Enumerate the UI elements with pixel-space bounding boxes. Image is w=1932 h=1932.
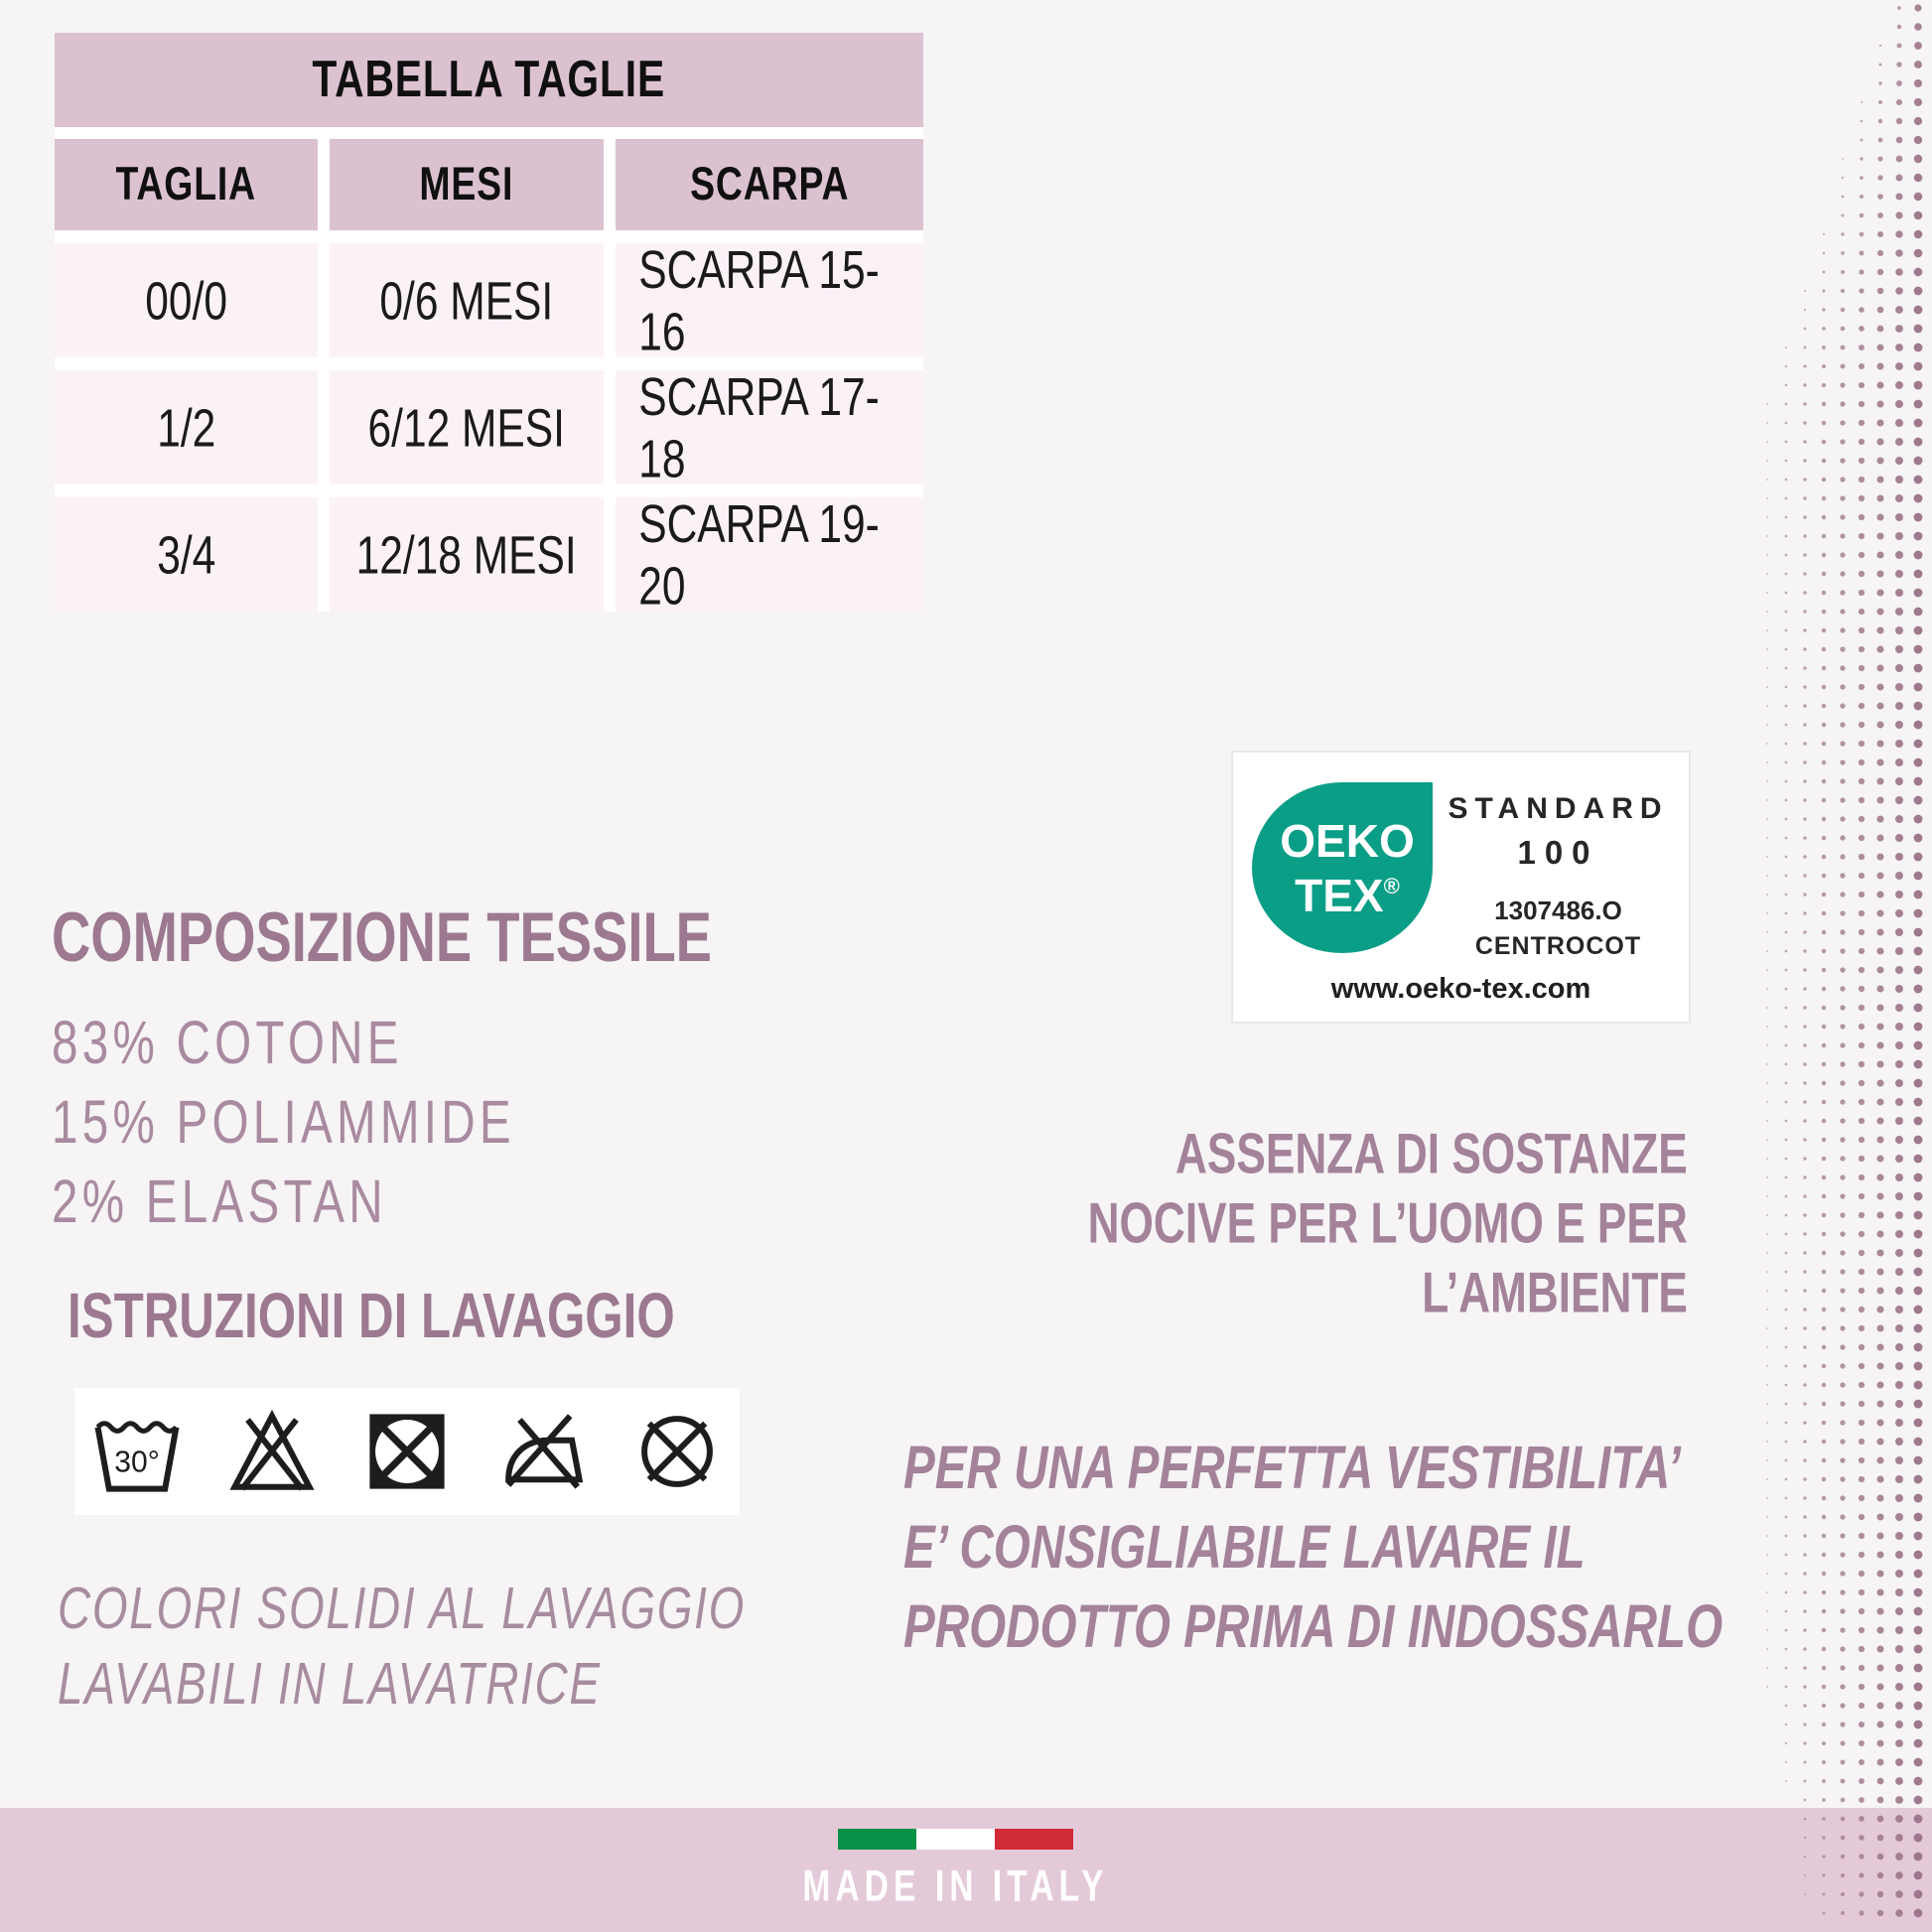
oeko-logo-line1: OEKO (1280, 814, 1415, 867)
do-not-bleach-icon (225, 1405, 319, 1498)
table-cell: 0/6 MESI (330, 243, 604, 357)
oeko-tex-drop-icon (1252, 782, 1433, 953)
do-not-tumble-dry-icon (360, 1405, 454, 1498)
standard-label: STANDARD (1448, 792, 1669, 825)
fit-advice: PER UNA PERFETTA VESTIBILITA’ E’ CONSIGLIABILE LAVARE IL PRODOTTO PRIMA DI INDOSSARLO (903, 1432, 1724, 1661)
column-header-scarpa: SCARPA (616, 139, 923, 230)
composition-item: 2% ELASTAN (52, 1166, 387, 1236)
column-header-taglia: TAGLIA (55, 139, 318, 230)
washing-heading: ISTRUZIONI DI LAVAGGIO (68, 1280, 675, 1352)
institute-name: CENTROCOT (1474, 932, 1642, 960)
flag-green-segment (838, 1829, 916, 1850)
wash-30-icon (90, 1405, 184, 1498)
svg-text:30°: 30° (114, 1446, 160, 1479)
oeko-tex-certificate-box (1231, 751, 1691, 1024)
absence-claim: ASSENZA DI SOSTANZE NOCIVE PER L’UOMO E PER L’AMBIENTE (1087, 1123, 1688, 1325)
table-cell: SCARPA 15-16 (616, 243, 923, 357)
registered-mark: ® (1383, 873, 1400, 898)
column-header-mesi: MESI (330, 139, 604, 230)
size-table-grid (55, 139, 923, 617)
washing-icons-strip (74, 1388, 740, 1515)
size-table (55, 33, 923, 617)
do-not-iron-icon (495, 1405, 589, 1498)
certificate-id: 1307486.O (1494, 896, 1622, 925)
do-not-dry-clean-icon (630, 1405, 724, 1498)
table-cell: SCARPA 19-20 (616, 497, 923, 612)
composition-item: 15% POLIAMMIDE (52, 1086, 515, 1157)
table-cell: 12/18 MESI (330, 497, 604, 612)
table-cell: 00/0 (55, 243, 318, 357)
standard-number: 100 (1517, 834, 1599, 871)
composition-item: 83% COTONE (52, 1007, 403, 1077)
table-cell: 3/4 (55, 497, 318, 612)
composition-list (52, 1003, 597, 1241)
size-table-title (55, 33, 923, 127)
oeko-website: www.oeko-tex.com (1330, 973, 1591, 1005)
italy-flag-icon (838, 1829, 1073, 1850)
oeko-tex-details (1437, 792, 1680, 961)
table-cell: 1/2 (55, 370, 318, 484)
oeko-logo-line2: TEX® (1295, 869, 1400, 921)
flag-white-segment (916, 1829, 995, 1850)
size-table-title-label: TABELLA TAGLIE (312, 51, 666, 109)
made-in-italy-label: MADE IN ITALY (801, 1862, 1109, 1911)
table-cell: SCARPA 17-18 (616, 370, 923, 484)
washing-note: COLORI SOLIDI AL LAVAGGIO LAVABILI IN LAVATRICE (58, 1576, 747, 1717)
flag-red-segment (995, 1829, 1073, 1850)
table-cell: 6/12 MESI (330, 370, 604, 484)
composition-heading: COMPOSIZIONE TESSILE (52, 897, 712, 977)
